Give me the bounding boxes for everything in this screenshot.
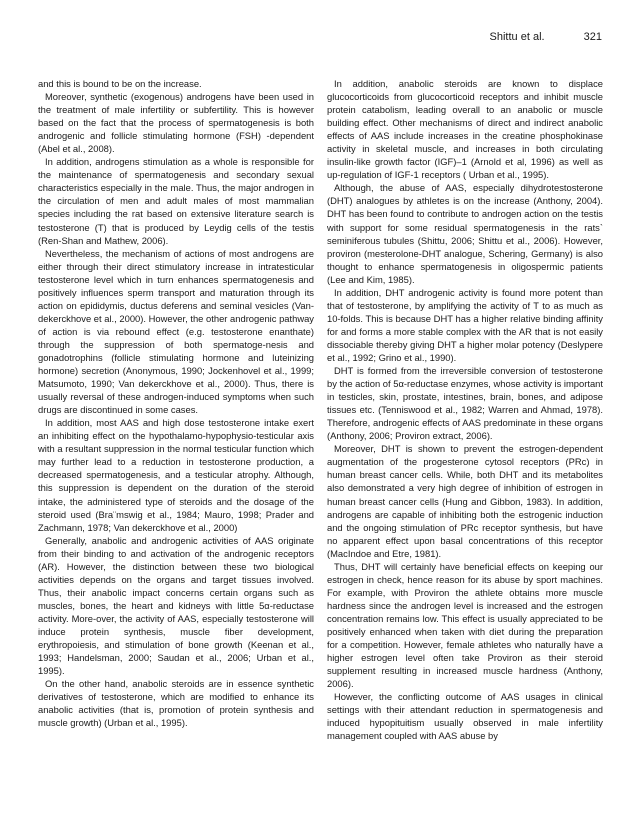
running-head-author: Shittu et al. <box>489 31 545 43</box>
paragraph: In addition, androgens stimulation as a whole is responsible for the maintenance of spermatogenesis and secondary sexual characteristics especially in the male. Thus, the major androgen in the circulation of men and adult males of most mammalian species including the rat based on extensive literature search is testosterone (T) that is produced by Leydig cells of the testis (Ren-Shan and Mathew, 2006). <box>38 156 314 246</box>
paragraph: and this is bound to be on the increase. <box>38 78 202 89</box>
paragraph: Although, the abuse of AAS, especially dihydrotestosterone (DHT) analogues by athletes is on the increase (Anthony, 2004). DHT has been found to contribute to androgen action on the testis with support for some residual spermatogenesis in the rats` seminiferous tubules (Shittu, 2006; Shittu et al., 2006). However, proviron (mesterolone-DHT analogue, Schering, Germany) is also thought to enhance spermatogenesis in oligospermic patients (Lee and Kim, 1985). <box>327 182 603 285</box>
paragraph: On the other hand, anabolic steroids are in essence synthetic derivatives of testosterone, which are modified to enhance its anabolic activities (that is, promotion of protein synthesis and muscle growth) (Urban et al., 1995). <box>38 678 314 729</box>
paragraph: However, the conflicting outcome of AAS usages in clinical settings with their attendant reduction in spermatogenesis and induced hypopituitism usually observed in male infertility management coupled with AAS abuse by <box>327 691 603 742</box>
paragraph: Nevertheless, the mechanism of actions of most androgens are either through their direct stimulatory increase in intratesticular testosterone level which in turn enhances spermatogenesis and positively influences sperm transport and maturation through its action on epididymis, ductus deferens and seminal vesicles (Van-dekerckhove et al., 2000). However, the other androgenic pathway of action is via rebound effect (e.g. testosterone enanthate) through the suppression of both spermatoge-nesis and gonadotrophins (follicle stimulating hormone and luteinizing hormone) secretion (Anonymous, 1990; Jockenhovel et al., 1999; Matsumoto, 1990; Van dekerckhove et al., 2000). Thus, there is usually reversal of these androgen-induced symptoms when such drugs are discontinued in some cases. <box>38 247 314 416</box>
left-column <box>38 77 314 729</box>
paragraph: Generally, anabolic and androgenic activities of AAS originate from their binding to and activation of the androgenic receptors (AR). However, the distinction between these two biological activities depends on the organs and target tissues involved. Thus, their anabolic impact concerns certain organs such as muscles, bones, the heart and kidneys with little 5α-reductase activity. More-over, the activity of AAS, especially testosterone will induce protein synthesis, muscle fiber development, erythropoiesis, and stimulation of bone growth (Keenan et al., 1993; Handelsman, 2000; Saudan et al., 2006; Urban et al., 1995). <box>38 534 314 677</box>
page-number: 321 <box>583 31 602 43</box>
paragraph: DHT is formed from the irreversible conversion of testosterone by the action of 5α-reductase enzymes, whose activity is important in testicles, skin, prostate, intestines, brain, bones, and adipose tissues etc. (Tenniswood et al., 1982; Warren and Ahmad, 1978). Therefore, androgenic effects of AAS predominate in these organs (Anthony, 2006; Proviron extract, 2006). <box>327 365 603 442</box>
paragraph: In addition, most AAS and high dose testosterone intake exert an inhibiting effect on the hypothalamo-hypophysio-testicular axis with a resultant suppression in the normal testicular function which may further lead to a reduction in testosterone production, a decreased spermatogenesis, and a testicular atrophy. Although, this suppression is dependent on the duration of the steroid intake, the administered type of steroids and the dosage of the steroid used (Bra¨mswig et al., 1984; Mauro, 1998; Prader and Zachmann, 1978; Van dekerckhove et al., 2000) <box>38 417 314 533</box>
paragraph: Moreover, synthetic (exogenous) androgens have been used in the treatment of male infertility or subfertility. This is however based on the fact that the process of spermatogenesis is both androgenic and follicle stimulating hormone (FSH) -dependent (Abel et al., 2008). <box>38 91 314 155</box>
paragraph: In addition, DHT androgenic activity is found more potent than that of testosterone, by amplifying the activity of T to as much as 10-folds. This is because DHT has a higher relative binding affinity for and forms a more stable complex with the AR that is not easily dissociable thereby giving DHT a higher molar potency (Deslypere et al., 1992; Grino et al., 1990). <box>327 286 603 363</box>
paragraph: Thus, DHT will certainly have beneficial effects on keeping our estrogen in check, hence reason for its abuse by sport machines. For example, with Proviron the athlete obtains more muscle hardness since the androgen level is increased and the estrogen concentration remains low. This effect is usually appreciated to be positively enhanced when taken with diet during the preparation for a competition. However, female athletes who naturally have a higher estrogen level often take Proviron as their steroid supplement resulting in increased muscle hardness (Anthony, 2006). <box>327 560 603 690</box>
paragraph: Moreover, DHT is shown to prevent the estrogen-dependent augmentation of the progesterone cytosol receptors (PRc) in human breast cancer cells. While, both DHT and its metabolites also demonstrated a very high degree of inhibition of estrogen in human breast cancer cells (Hung and Gibbon, 1983). In addition, androgens are capable of inhibiting both the estrogenic induction and the ongoing stimulation of PRc receptor synthesis, but have no apparent effect upon basal concentrations of this receptor (MacIndoe and Etre, 1981). <box>327 443 603 559</box>
paragraph: In addition, anabolic steroids are known to displace glucocorticoids from glucocorticoid receptors and inhibit muscle protein catabolism, leading overall to an anabolic or muscle building effect. Other mechanisms of direct and indirect anabolic effects of AAS include increases in the creatine phosphokinase activity in skeletal muscle, and increases in both circulating insulin-like growth factor (IGF)–1 (Arnold et al, 1996) as well as up-regulation of IGF-1 receptors ( Urban et al., 1995). <box>327 78 603 181</box>
right-column <box>327 77 603 742</box>
page-header <box>490 31 602 43</box>
